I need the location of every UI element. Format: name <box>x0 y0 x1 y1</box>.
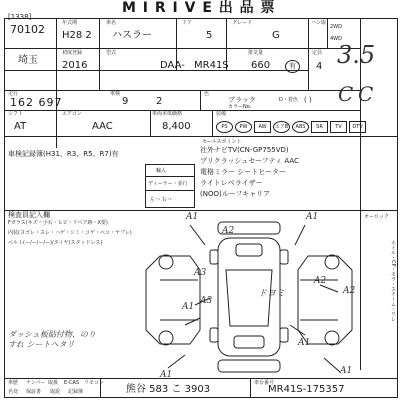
chassis-number: MR41S-175357 <box>268 384 345 395</box>
equip-pw: PW <box>235 121 252 133</box>
damage-mark-7: A2 <box>343 286 356 296</box>
record-note: 車検記録簿(H31、R3、R5、R7)有 <box>8 150 119 158</box>
plate-number: 熊谷 583 こ 3903 <box>126 384 211 395</box>
damage-mark-10: A1 <box>160 370 173 380</box>
equip-tv: TV <box>330 121 347 133</box>
footer-doc-2: 保証書 <box>26 389 42 395</box>
equip-ps: PS <box>216 121 233 133</box>
grade-label: グレード <box>232 20 253 26</box>
handle-label: 左ハ 右ハ <box>150 197 172 203</box>
sales-point-3: 電格ミラー シートヒーター <box>200 168 286 176</box>
right-column-label: オーロック <box>364 214 389 220</box>
mission-value: AT <box>14 121 27 132</box>
footer-doc-1: 名変 <box>8 389 19 395</box>
period-label: 年式期 <box>62 20 78 26</box>
footer-label-1: 車歴 <box>8 380 19 386</box>
mileage-label: 走行 <box>8 91 19 97</box>
color-value: ブラック <box>228 96 256 104</box>
price-value: 8,400 <box>162 121 191 132</box>
right-column-text: ホイル・CP・モラ・スチーム・ワレ <box>390 240 396 322</box>
equip-aw: AW <box>254 121 271 133</box>
price-label: 車両本体価格 <box>152 111 183 117</box>
damage-mark-8: A1 <box>182 302 195 312</box>
inspection-line-1: Fガラス(キズ・小石・ヒビ・リペア跡・X要) <box>8 220 108 226</box>
cc-value: 660 <box>251 60 271 71</box>
sheet-title: M I R I V E 出 品 票 <box>122 0 276 16</box>
footer-label-2: ナンバー <box>26 380 46 386</box>
mission-label: シフト <box>8 111 24 117</box>
damage-mark-1: A1 <box>186 212 199 222</box>
damage-mark-5: A2 <box>314 276 327 286</box>
equip-dtv: DTV <box>349 121 366 133</box>
first-reg: 2016 <box>62 60 88 71</box>
side-option-1: 2WD <box>330 24 342 30</box>
side-label: ハン取 <box>311 20 327 26</box>
footer-label-5: リモコン <box>84 380 105 386</box>
grade-value: G <box>272 30 280 41</box>
inspector-handwriting: ダッシュ板貼付物、のりすれ シートヘタリ <box>8 330 96 349</box>
region: 埼玉 <box>18 55 38 66</box>
d-label: D・着色 <box>279 97 298 103</box>
inspection-line-3: ベルト(ー/ー/ー/ー)/タイヤ(スタッドレス) <box>8 240 103 246</box>
car-name: ハスラー <box>112 30 152 41</box>
model-label: 型式 <box>106 50 117 56</box>
fuel-value: 有 <box>285 60 300 73</box>
footer-doc-3: 取説 <box>50 389 61 395</box>
equip-airbag: エアB <box>273 121 290 133</box>
equip-sr: SR <box>311 121 328 133</box>
grade-interior: C <box>358 82 374 106</box>
lot-number: 70102 <box>10 23 45 36</box>
footer-doc-4: 記録簿 <box>68 389 84 395</box>
dealer-label: ディーラー・並行 <box>148 181 188 187</box>
chassis-label: 車台番号 <box>254 380 275 386</box>
import-label: 輸入 <box>156 168 167 174</box>
inspection-line-2: 内装(ヨゴレ・スレ・ハゲ・シミ・コゲ・ベコ・ヤブレ) <box>8 230 132 236</box>
inspection-label: 検査員記入欄 <box>8 211 50 219</box>
first-reg-label: 初度登録 <box>62 50 83 56</box>
ac-label: エアコン <box>62 111 82 117</box>
damage-mark-3: A2 <box>222 226 235 236</box>
damage-mark-11: A1 <box>340 366 353 376</box>
corner-code: [1338] <box>8 13 32 21</box>
sales-point-4: ライトレベライザー <box>200 179 263 187</box>
damage-mark-left-note: A3 <box>200 296 213 306</box>
damage-mark-6: ドヨミ <box>258 289 286 299</box>
equip-abs: ABS <box>292 121 309 133</box>
grade-exterior: C <box>338 82 354 106</box>
sales-point-5: (NOO)ルーフキャリア <box>200 190 271 198</box>
score: 3.5 <box>337 41 376 69</box>
model-value: MR41S <box>194 60 229 71</box>
color-code-value: ( ) <box>304 96 312 104</box>
damage-mark-2: A1 <box>306 212 319 222</box>
doors-value: 5 <box>206 30 213 41</box>
seats-value: 4 <box>316 61 323 72</box>
sales-point-1: 社外ナビTV(CN-GP755VD) <box>200 146 289 154</box>
doors-label: ドア <box>182 20 192 26</box>
color-code-label: カラーNo. <box>228 104 252 110</box>
color-label: 色 <box>204 91 210 97</box>
footer-label-4: E-CAS <box>64 380 80 386</box>
seat-label: 定員 <box>312 50 323 56</box>
model-prefix: DAA- <box>160 60 185 71</box>
shaken-day: 2 <box>156 96 163 107</box>
side-option-2: 4WD <box>330 36 342 42</box>
car-name-label: 車名 <box>106 20 117 26</box>
sales-point-label: セールスポイント <box>202 139 242 145</box>
cc-label: 排気量 <box>248 50 264 56</box>
equipment-label: 装備 <box>216 111 227 117</box>
period-value: H28 2 <box>62 30 92 41</box>
ac-value: AAC <box>92 121 113 132</box>
sales-point-2: プリクラッシュセーフティ AAC <box>200 157 299 165</box>
shaken-month: 9 <box>122 96 129 107</box>
mileage-value: 162 697 <box>10 96 63 109</box>
shaken-label: 車検 <box>110 91 121 97</box>
footer-label-3: 取扱 <box>48 380 59 386</box>
damage-mark-9: A1 <box>298 338 311 348</box>
damage-mark-4: A3 <box>194 268 207 278</box>
